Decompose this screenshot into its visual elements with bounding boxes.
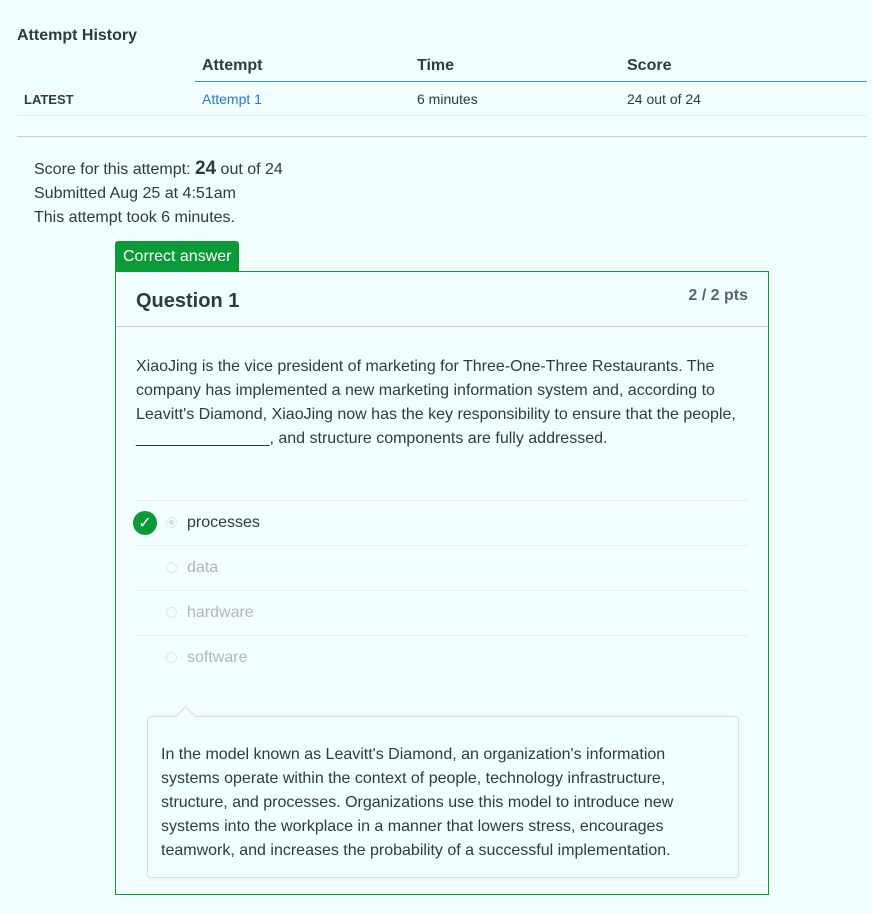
answer-option-software[interactable] xyxy=(136,635,748,680)
table-row xyxy=(17,82,867,116)
attempt-link[interactable]: Attempt 1 xyxy=(202,91,262,107)
answer-radio[interactable] xyxy=(166,652,177,663)
attempt-time: 6 minutes xyxy=(417,91,478,107)
submitted-line: Submitted Aug 25 at 4:51am xyxy=(34,185,236,202)
answer-label: data xyxy=(187,559,219,576)
answer-feedback xyxy=(147,716,739,878)
score-prefix: Score for this attempt: xyxy=(34,161,195,178)
answer-label: processes xyxy=(187,514,260,531)
answer-option-processes[interactable] xyxy=(136,500,748,545)
latest-label: LATEST xyxy=(24,92,74,107)
section-divider xyxy=(17,136,867,137)
question-card xyxy=(115,271,769,895)
answer-radio[interactable] xyxy=(166,607,177,618)
column-header-attempt: Attempt xyxy=(202,57,263,74)
feedback-text: In the model known as Leavitt's Diamond, an organization's information systems operate within the context of people, technology infrastructure, structure, and processes. Organizations use this model to introduce new systems into the workplace in a manner that lowers stress, encourages teamwork, and increases the probability of a successful implementation. xyxy=(161,746,674,859)
score-value: 24 xyxy=(194,158,217,179)
correct-answer-badge: Correct answer xyxy=(115,241,239,272)
attempt-score: 24 out of 24 xyxy=(627,91,701,107)
question-points: 2 / 2 pts xyxy=(688,287,748,304)
answer-radio[interactable] xyxy=(166,562,177,573)
answer-list xyxy=(136,500,748,680)
attempt-history-table xyxy=(17,52,867,116)
answer-radio[interactable] xyxy=(166,517,177,528)
answer-label: software xyxy=(187,649,248,666)
duration-line: This attempt took 6 minutes. xyxy=(34,209,235,226)
question-text: XiaoJing is the vice president of marketing for Three-One-Three Restaurants. The company has implemented a new marketing information system and, according to Leavitt's Diamond, XiaoJing now has the key responsibility to ensure that the people, _______________, and structure components are fully addressed. xyxy=(136,358,736,447)
attempt-summary xyxy=(34,157,283,230)
attempt-history-header xyxy=(17,52,867,82)
feedback-pointer xyxy=(175,706,196,727)
answer-label: hardware xyxy=(187,604,254,621)
score-suffix: out of 24 xyxy=(216,161,283,178)
answer-option-hardware[interactable] xyxy=(136,590,748,635)
answer-option-data[interactable] xyxy=(136,545,748,590)
column-header-time: Time xyxy=(417,57,455,74)
checkmark-icon: ✓ xyxy=(133,511,157,535)
question-title: Question 1 xyxy=(136,290,240,312)
column-header-score: Score xyxy=(627,57,672,74)
attempt-history-title: Attempt History xyxy=(17,27,138,44)
score-line xyxy=(34,157,283,182)
question-header xyxy=(116,272,768,327)
